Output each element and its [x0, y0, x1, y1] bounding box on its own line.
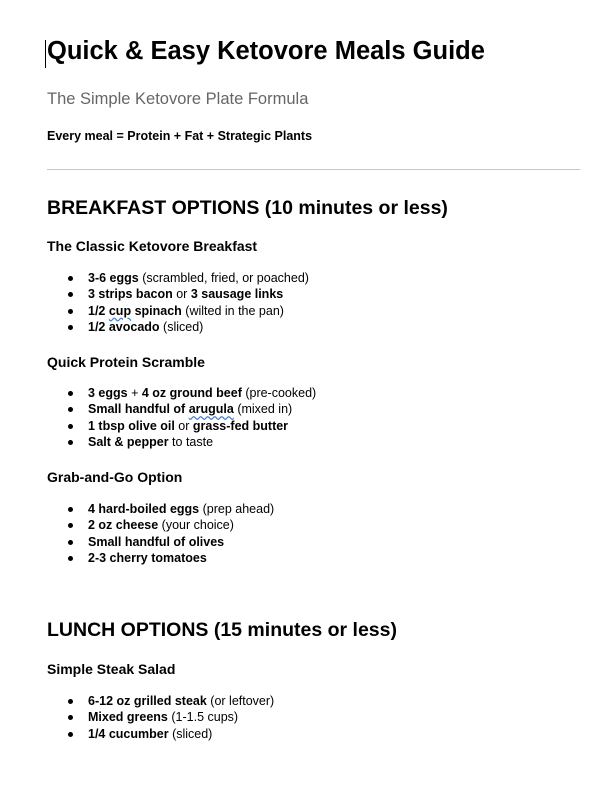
- text-cursor: [45, 40, 46, 68]
- protein-scramble-list: [47, 385, 316, 450]
- list-item: 1 tbsp olive oil or grass-fed butter: [47, 418, 316, 434]
- grab-and-go-list: [47, 501, 274, 566]
- protein-scramble-title: Quick Protein Scramble: [47, 354, 205, 370]
- breakfast-heading: BREAKFAST OPTIONS (10 minutes or less): [47, 197, 448, 219]
- document-subtitle: The Simple Ketovore Plate Formula: [47, 90, 309, 108]
- list-item: 3 eggs + 4 oz ground beef (pre-cooked): [47, 385, 316, 401]
- spellcheck-word[interactable]: arugula: [188, 402, 234, 417]
- list-item: 1/4 cucumber (sliced): [47, 726, 274, 742]
- list-item: 3 strips bacon or 3 sausage links: [47, 286, 309, 302]
- plate-formula: Every meal = Protein + Fat + Strategic Plants: [47, 129, 313, 143]
- grab-and-go-title: Grab-and-Go Option: [47, 469, 183, 485]
- classic-breakfast-title: The Classic Ketovore Breakfast: [47, 238, 258, 254]
- list-item: 2 oz cheese (your choice): [47, 517, 274, 533]
- list-item: Small handful of olives: [47, 534, 274, 550]
- lunch-heading: LUNCH OPTIONS (15 minutes or less): [47, 619, 397, 641]
- list-item: 3-6 eggs (scrambled, fried, or poached): [47, 270, 309, 286]
- list-item: 4 hard-boiled eggs (prep ahead): [47, 501, 274, 517]
- steak-salad-title: Simple Steak Salad: [47, 661, 176, 677]
- list-item: Small handful of arugula (mixed in): [47, 401, 316, 417]
- steak-salad-list: [47, 693, 274, 742]
- classic-breakfast-list: [47, 270, 309, 335]
- list-item: 1/2 cup spinach (wilted in the pan): [47, 303, 309, 319]
- list-item: 2-3 cherry tomatoes: [47, 550, 274, 566]
- list-item: Mixed greens (1-1.5 cups): [47, 709, 274, 725]
- list-item: Salt & pepper to taste: [47, 434, 316, 450]
- list-item: 1/2 avocado (sliced): [47, 319, 309, 335]
- horizontal-divider: [47, 169, 580, 170]
- spellcheck-word[interactable]: cup: [108, 303, 132, 318]
- document-title: Quick & Easy Ketovore Meals Guide: [47, 37, 485, 65]
- list-item: 6-12 oz grilled steak (or leftover): [47, 693, 274, 709]
